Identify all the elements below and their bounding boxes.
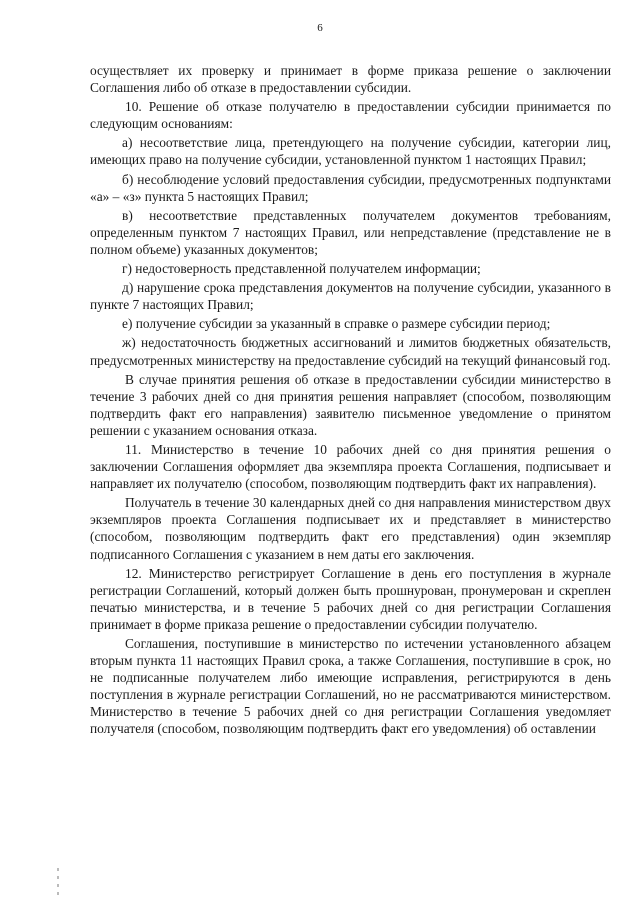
list-item: д) нарушение срока представления документов на получение субсидии, указанного в пункте 7 настоящих Правил; [90, 280, 611, 313]
paragraph: 11. Министерство в течение 10 рабочих дней со дня принятия решения о заключении Соглашения оформляет два экземпляра проекта Соглашения, подписывает и направляет их получателю (способом, позволяющим подтвердить факт их направления). [90, 441, 611, 492]
paragraph: 10. Решение об отказе получателю в предоставлении субсидии принимается по следующим основаниям: [90, 99, 611, 132]
paragraph: осуществляет их проверку и принимает в форме приказа решение о заключении Соглашения либо об отказе в предоставлении субсидии. [90, 63, 611, 96]
list-item: б) несоблюдение условий предоставления субсидии, предусмотренных подпунктами «а» – «з» пункта 5 настоящих Правил; [90, 171, 611, 204]
list-item: г) недостоверность представленной получателем информации; [122, 261, 481, 277]
margin-scan-mark [54, 868, 62, 898]
page-number: 6 [317, 22, 323, 34]
list-item: а) несоответствие лица, претендующего на получение субсидии, категории лиц, имеющих право на получение субсидии, установленной пунктом 1 настоящих Правил; [90, 135, 611, 168]
paragraph: 12. Министерство регистрирует Соглашение в день его поступления в журнале регистрации Соглашений, который должен быть прошнурован, пронумерован и скреплен печатью министерства, и в течение 5 рабочих дней со дня регистрации Соглашения принимает в форме приказа решение о предоставлении субсидии получателю. [90, 565, 611, 632]
list-item: ж) недостаточность бюджетных ассигнований и лимитов бюджетных обязательств, предусмотренных министерству на предоставление субсидий на текущий финансовый год. [90, 335, 611, 368]
paragraph: Получатель в течение 30 календарных дней со дня направления министерством двух экземпляров проекта Соглашения подписывает их и представляет в министерство (способом, позволяющим подтвердить факт его представления) один экземпляр подписанного Соглашения с указанием в нем даты его заключения. [90, 495, 611, 562]
paragraph: В случае принятия решения об отказе в предоставлении субсидии министерство в течение 3 рабочих дней со дня принятия решения направляет (способом, позволяющим подтвердить факт его направления) заявителю письменное уведомление о принятом решении с указанием основания отказа. [90, 371, 611, 438]
paragraph: Соглашения, поступившие в министерство по истечении установленного абзацем вторым пункта 11 настоящих Правил срока, а также Соглашения, поступившие в срок, но не подписанные получателем либо имеющие исправления, регистрируются в день поступления в журнале регистрации Соглашений, но не рассматриваются министерством. Министерство в течение 5 рабочих дней со дня регистрации Соглашения уведомляет получателя (способом, позволяющим подтвердить факт его уведомления) об оставлении [90, 636, 611, 737]
list-item: е) получение субсидии за указанный в справке о размере субсидии период; [122, 316, 551, 332]
document-body [90, 62, 611, 738]
list-item: в) несоответствие представленных получателем документов требованиям, определенным пунктом 7 настоящих Правил, или непредставление (представление не в полном объеме) указанных документов; [90, 207, 611, 257]
